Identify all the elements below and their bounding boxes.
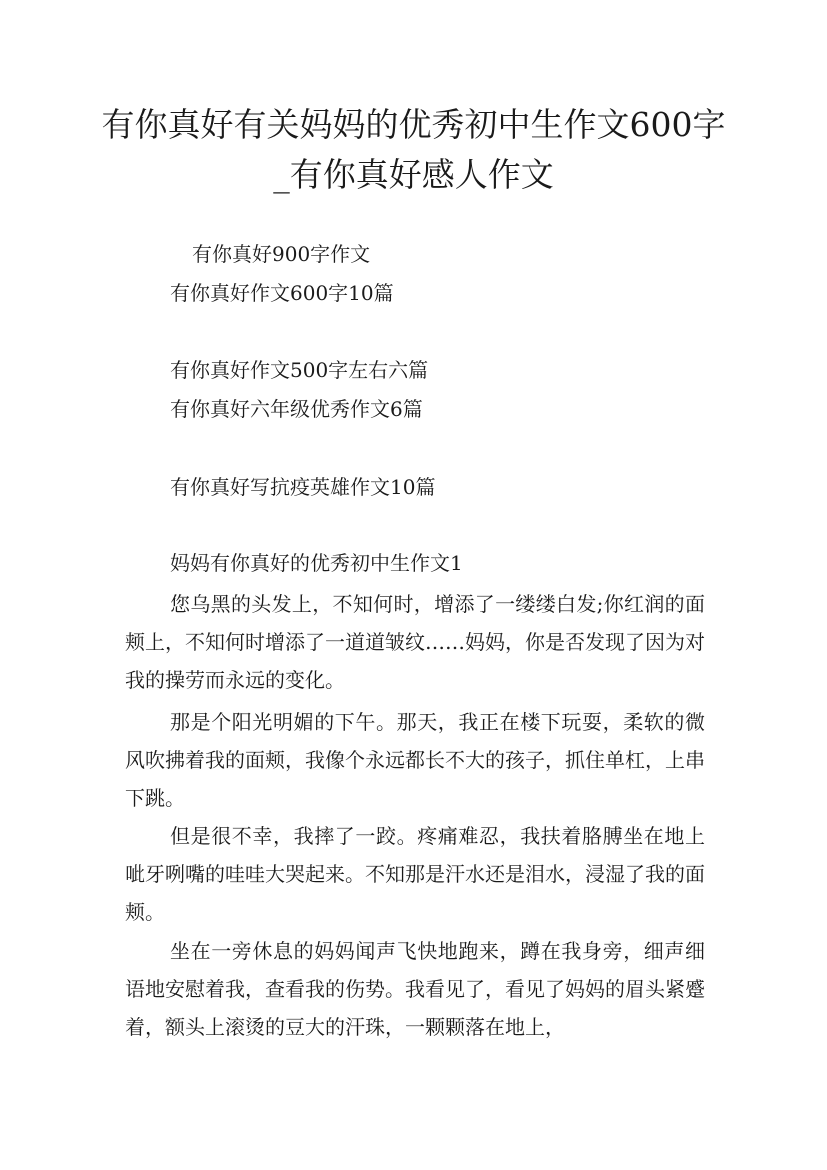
related-link-2[interactable]: 有你真好作文600字10篇 [170,281,394,305]
related-link-5[interactable]: 有你真好写抗疫英雄作文10篇 [170,475,436,499]
related-link-3[interactable]: 有你真好作文500字左右六篇 [170,358,429,382]
essay-heading: 妈妈有你真好的优秀初中生作文1 [170,551,463,575]
document-title [60,100,767,200]
essay-paragraph-4: 坐在一旁休息的妈妈闻声飞快地跑来，蹲在我身旁，细声细语地安慰着我，查看我的伤势。我看见了，看见了妈妈的眉头紧蹙着，额头上滚烫的豆大的汗珠，一颗颗落在地上， [125,939,705,1039]
title-line-1: 有你真好有关妈妈的优秀初中生作文600字 [101,105,726,144]
related-link-4[interactable]: 有你真好六年级优秀作文6篇 [170,397,423,421]
essay-paragraph-3: 但是很不幸，我摔了一跤。疼痛难忍，我扶着胳膊坐在地上呲牙咧嘴的哇哇大哭起来。不知那是汗水还是泪水，浸湿了我的面颊。 [125,824,705,924]
related-link-1[interactable]: 有你真好900字作文 [192,242,371,266]
title-line-2: _有你真好感人作文 [273,155,554,194]
essay-paragraph-1: 您乌黑的头发上，不知何时，增添了一缕缕白发;你红润的面颊上，不知何时增添了一道道皱纹……妈妈，你是否发现了因为对我的操劳而永远的变化。 [125,592,705,692]
essay-paragraph-2: 那是个阳光明媚的下午。那天，我正在楼下玩耍，柔软的微风吹拂着我的面颊，我像个永远都长不大的孩子，抓住单杠，上串下跳。 [125,710,705,810]
